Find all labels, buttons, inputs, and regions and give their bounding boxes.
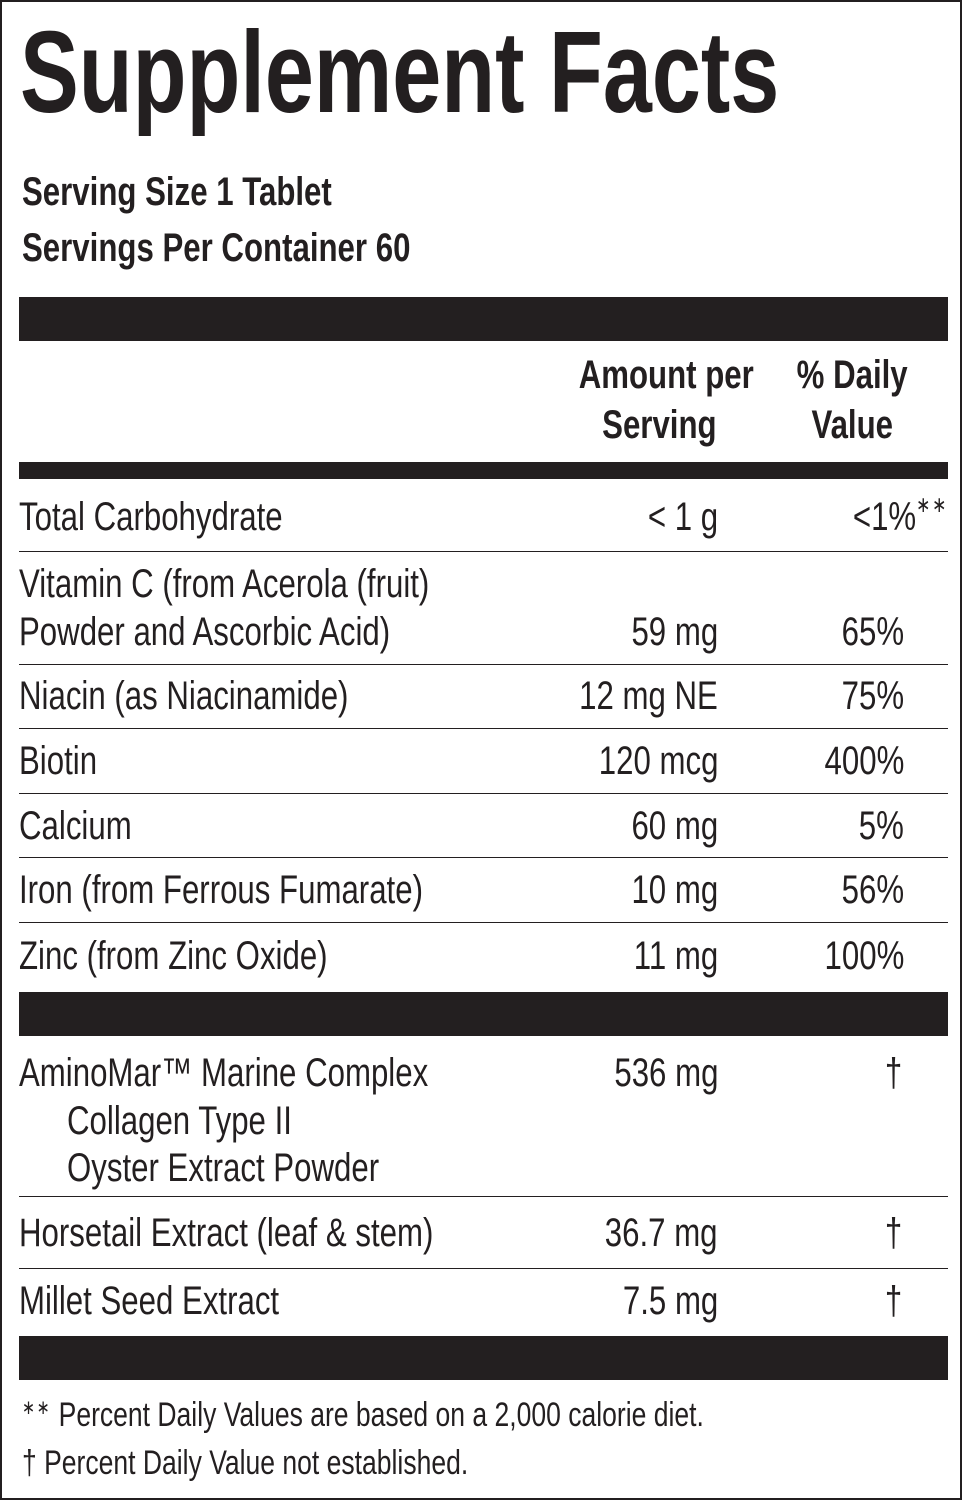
ingredient-amount: 36.7 mg — [605, 1211, 718, 1255]
nutrient-daily-value: 56% — [841, 868, 904, 912]
nutrient-row-total-carbohydrate — [19, 480, 948, 552]
nutrient-amount: 10 mg — [631, 868, 718, 912]
nutrient-name: Niacin (as Niacinamide) — [19, 674, 349, 718]
nutrient-name: Vitamin C (from Acerola (fruit) — [19, 562, 430, 606]
nutrient-name: Biotin — [19, 739, 98, 783]
nutrient-daily-value: 400% — [824, 739, 904, 783]
header-daily-value: % Daily Value — [796, 353, 908, 447]
divider-bar-middle — [19, 992, 948, 1036]
ingredient-amount: 536 mg — [613, 1051, 718, 1095]
ingredient-name: AminoMar™ Marine Complex — [19, 1051, 429, 1095]
nutrient-daily-value: <1%∗∗ — [852, 492, 948, 539]
ingredient-row-millet — [19, 1269, 948, 1335]
nutrient-amount: 120 mcg — [598, 739, 718, 783]
asterisk-mark: ∗∗ — [916, 492, 948, 517]
nutrient-daily-value: 5% — [858, 804, 904, 848]
nutrient-name-line2: Powder and Ascorbic Acid) — [19, 610, 391, 654]
ingredient-sub-collagen: Collagen Type II — [67, 1099, 292, 1143]
nutrient-row-zinc — [19, 923, 948, 991]
divider-bar-top — [19, 297, 948, 341]
serving-size: Serving Size 1 Tablet — [22, 170, 332, 214]
nutrient-amount: < 1 g — [647, 495, 718, 539]
ingredient-row-aminomar — [19, 1037, 948, 1197]
header-amount-per-serving: Amount per Serving — [578, 353, 754, 447]
nutrient-amount: 11 mg — [633, 934, 718, 978]
footnote-not-established: † Percent Daily Value not established. — [22, 1444, 469, 1482]
ingredient-daily-value: † — [884, 1211, 902, 1255]
nutrient-row-calcium — [19, 794, 948, 858]
nutrient-amount: 12 mg NE — [579, 674, 718, 718]
ingredient-sub-oyster: Oyster Extract Powder — [67, 1146, 380, 1190]
nutrient-amount: 60 mg — [631, 804, 718, 848]
nutrient-row-iron — [19, 858, 948, 923]
panel-title: Supplement Facts — [20, 7, 780, 137]
nutrient-amount: 59 mg — [631, 610, 718, 654]
nutrient-row-vitamin-c — [19, 552, 948, 665]
ingredient-name: Horsetail Extract (leaf & stem) — [19, 1211, 434, 1255]
divider-bar-bottom — [19, 1336, 948, 1380]
footnote-daily-values: ∗∗ Percent Daily Values are based on a 2,000 calorie diet. — [22, 1396, 704, 1434]
asterisk-mark: ∗∗ — [22, 1397, 52, 1419]
ingredient-daily-value: † — [884, 1051, 902, 1095]
nutrient-name: Total Carbohydrate — [19, 495, 283, 539]
nutrient-daily-value: 100% — [824, 934, 904, 978]
ingredient-amount: 7.5 mg — [622, 1279, 718, 1323]
nutrient-daily-value: 65% — [841, 610, 904, 654]
ingredient-name: Millet Seed Extract — [19, 1279, 280, 1323]
nutrient-name: Iron (from Ferrous Fumarate) — [19, 868, 423, 912]
servings-per-container: Servings Per Container 60 — [22, 226, 411, 270]
nutrient-row-niacin — [19, 665, 948, 729]
nutrient-row-biotin — [19, 729, 948, 794]
nutrient-daily-value: 75% — [841, 674, 904, 718]
nutrient-name: Zinc (from Zinc Oxide) — [19, 934, 328, 978]
ingredient-daily-value: † — [884, 1279, 902, 1323]
divider-bar-header — [19, 462, 948, 479]
nutrient-name: Calcium — [19, 804, 132, 848]
ingredient-row-horsetail — [19, 1197, 948, 1269]
